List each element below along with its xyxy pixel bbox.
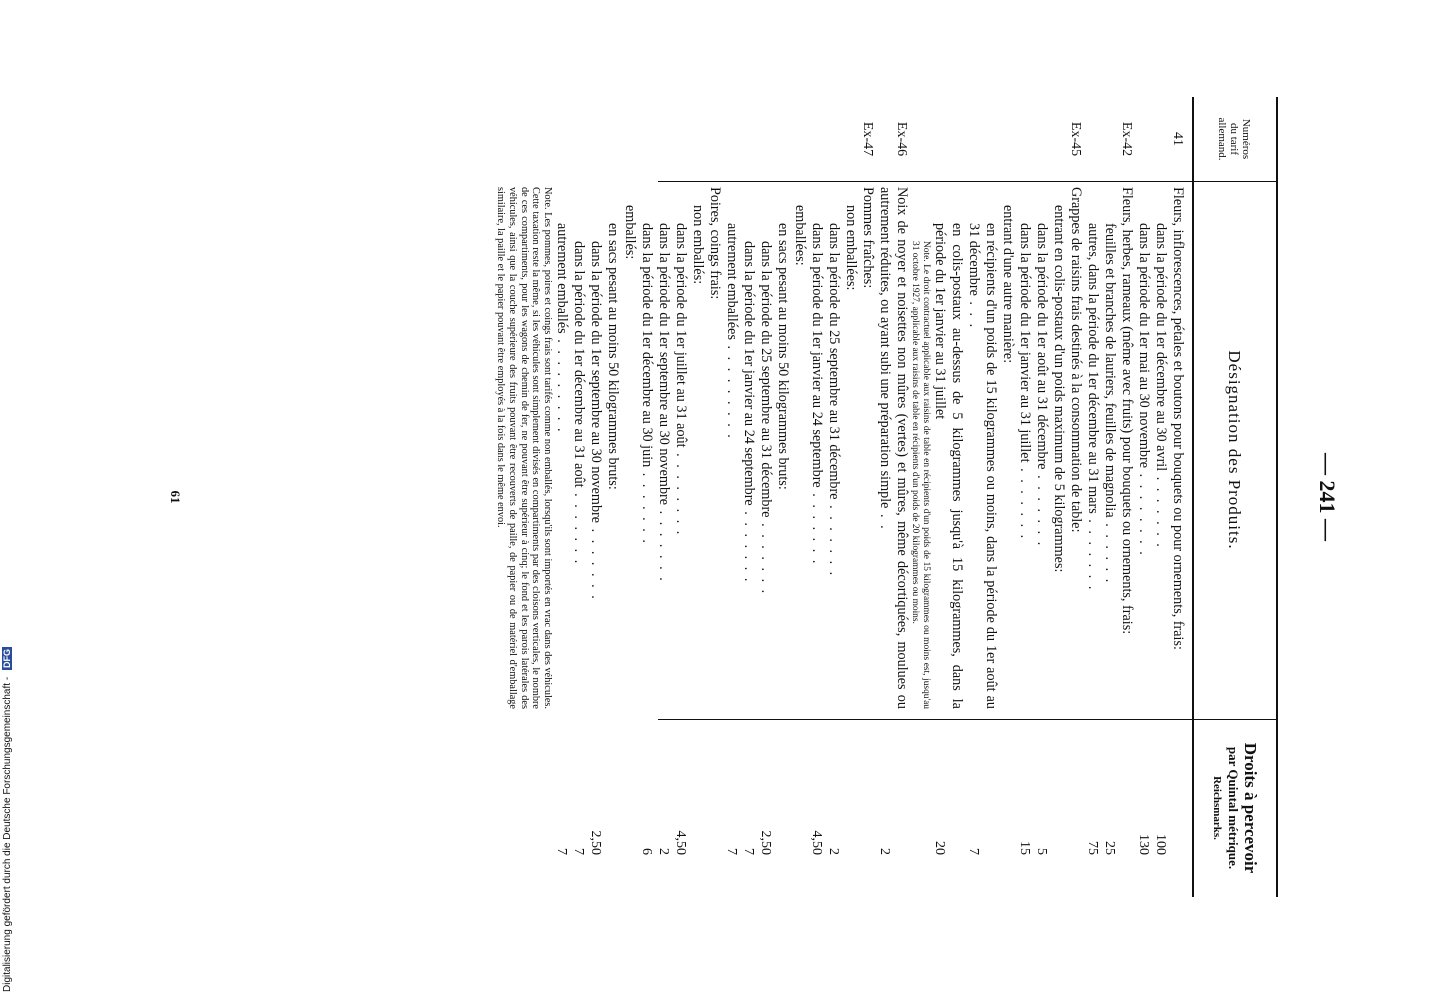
table-row — [553, 97, 570, 897]
leader-dots: . . . . . . . . — [1136, 468, 1152, 557]
description-text: en sacs pesant au moins 50 kilogrammes bruts: — [774, 223, 791, 490]
product-description — [808, 181, 825, 713]
table-row — [1067, 97, 1084, 897]
product-description — [689, 181, 706, 713]
leader-dots: . . . . . . . — [570, 487, 587, 566]
product-description — [1084, 181, 1101, 713]
rate-value: 2 — [876, 848, 892, 855]
header-col3-line: par Quintal métrique. — [1226, 746, 1242, 870]
product-description — [570, 181, 587, 713]
rate-value: 7 — [723, 848, 739, 855]
table-body — [495, 97, 1186, 897]
product-description — [965, 181, 999, 713]
description-text: dans la période du 1er mai au 30 novembre — [1136, 223, 1152, 469]
leader-dots: . . . . . . . . . — [723, 340, 740, 440]
leader-dots: . . . . . . — [1102, 517, 1118, 585]
product-description — [910, 181, 931, 713]
rate-value: 7 — [966, 848, 981, 855]
leader-dots: . . . . . . . — [740, 505, 757, 584]
rate-value: 2 — [655, 848, 671, 855]
rate-value: 7 — [570, 848, 586, 855]
product-description — [672, 181, 689, 713]
product-description — [1016, 181, 1033, 713]
product-description — [1135, 181, 1152, 713]
note-row — [495, 97, 553, 897]
page-footer-mark: 61 — [168, 490, 183, 504]
table-row — [1135, 97, 1152, 897]
product-description — [774, 181, 791, 713]
leader-dots: . . . . . . . — [808, 487, 825, 566]
table-row — [655, 97, 672, 897]
product-description — [825, 181, 842, 713]
description-text: autrement emballées — [723, 223, 740, 340]
header-numeros — [1196, 97, 1272, 181]
description-text: dans la période du 1er septembre au 30 novembre — [587, 241, 604, 524]
tariff-number: Ex-47 — [859, 121, 875, 157]
description-text: dans la période du 25 septembre au 31 décembre — [825, 223, 842, 500]
table-row — [910, 97, 931, 897]
header-rule — [1192, 97, 1194, 897]
description-text: en sacs pesant au moins 50 kilogrammes bruts: — [604, 223, 621, 490]
product-description — [876, 181, 910, 713]
header-col1-line: allemand. — [1216, 117, 1228, 161]
product-description — [1050, 181, 1067, 713]
table-row — [999, 97, 1016, 897]
table-row — [1169, 97, 1186, 897]
description-text: Grappes de raisins frais destinés à la consommation de table: — [1068, 187, 1084, 533]
description-text: dans la période du 1er janvier au 24 septembre — [740, 241, 757, 506]
table-row — [672, 97, 689, 897]
description-text: autrement emballés — [553, 223, 570, 334]
table-row — [876, 97, 910, 897]
table-row — [808, 97, 825, 897]
rotated-page — [128, 97, 1340, 897]
table-row — [965, 97, 999, 897]
description-text: Note. Le droit contractuel applicable aux raisins de table en récipients d'un poids de 15 kilogrammes ou moins est, jusqu'au 31 octobre 1927, applicable aux raisins de table en récipients d'un poids de 20 kilogrammes ou moins. — [910, 241, 931, 709]
tariff-number: Ex-45 — [1068, 121, 1083, 157]
top-rule — [1276, 97, 1278, 897]
product-description — [723, 181, 740, 713]
description-text: dans la période du 1er août au 31 décembre — [1034, 223, 1050, 470]
rate-value: 15 — [1017, 841, 1032, 855]
description-text: dans la période du 1er décembre au 30 juin — [638, 223, 655, 468]
tariff-number: 41 — [1170, 132, 1185, 146]
product-description — [1169, 181, 1186, 713]
description-text: en colis-postaux au-dessus de 5 kilogrammes jusqu'à 15 kilogrammes, dans la période du 1er janvier au 31 juillet — [932, 223, 965, 709]
rate-value: 2,50 — [757, 830, 773, 855]
rate-value: 75 — [1085, 841, 1100, 855]
description-text: autres, dans la période du 1er décembre au 31 mars — [1085, 223, 1101, 514]
table-row — [570, 97, 587, 897]
description-text: Pommes fraîches: — [859, 187, 876, 289]
table-row — [706, 97, 723, 897]
leader-dots: . . . . . . . — [1034, 469, 1050, 548]
product-description — [604, 181, 621, 713]
description-text: non emballés: — [689, 205, 706, 285]
leader-dots: . . . . . . . . — [672, 447, 689, 537]
table-row — [1084, 97, 1101, 897]
rate-value: 2,50 — [587, 830, 603, 855]
description-text: Note. Les pommes, poires et coings frais sont tarifés comme non emballés, lorsqu'ils sont importés en vrac dans des véhicules. Cette taxation reste la même, si les véhicules sont simplement divisés en compartiments par des cloisons verticales, le nombre de ces compartiments, pour les wagons de chemin de fer, ne pouvant être supérieur à cinq; le fond et les parois latérales des véhicules, ainsi que la couche supérieure des fruits pouvant être recouverts de paille, de papier ou de matériel d'emballage similaire, la paille et le papier pouvant être employés à la fois dans le même envoi. — [495, 187, 553, 709]
header-col3-line: Reichsmarks. — [1211, 776, 1224, 840]
header-col3-line: Droits à percevoir — [1241, 742, 1261, 874]
product-description — [587, 181, 604, 713]
description-text: dans la période du 1er décembre au 30 avril — [1153, 223, 1169, 472]
rate-value: 4,50 — [672, 830, 688, 855]
table-row — [1050, 97, 1067, 897]
description-text: dans la période du 1er janvier au 24 septembre — [808, 223, 825, 488]
leader-dots: . . . . . . . — [757, 517, 774, 596]
leader-dots: . . . . . . . — [638, 467, 655, 545]
rate-value: 100 — [1153, 834, 1168, 855]
rate-value: 20 — [932, 841, 947, 855]
table-row — [757, 97, 774, 897]
rate-value: 7 — [553, 848, 569, 855]
leader-dots: . . . . . . . — [825, 499, 842, 578]
leader-dots: . . . . . . . . . — [553, 333, 570, 434]
product-description — [621, 181, 638, 713]
header-col1-line: du tarif — [1228, 122, 1240, 156]
rate-value: 2 — [825, 848, 841, 855]
description-text: en récipients d'un poids de 15 kilogrammes ou moins, dans la période du 1er août au 31 décembre — [966, 223, 999, 709]
description-text: Fleurs, inflorescences, pétales et boutons pour bouquets ou pour ornements, frais: — [1170, 187, 1186, 650]
rate-value: 7 — [740, 848, 756, 855]
table-row — [791, 97, 808, 897]
table-row — [638, 97, 655, 897]
leader-dots: . . . . . . . — [1153, 471, 1169, 549]
leader-dots: . . — [876, 508, 893, 531]
description-text: emballés: — [621, 205, 638, 260]
table-row — [1101, 97, 1118, 897]
table-row — [621, 97, 638, 897]
description-text: Poires, coings frais: — [706, 187, 723, 300]
leader-dots: . . . . . . . — [1017, 462, 1033, 541]
rate-value: 130 — [1136, 834, 1151, 855]
product-description — [1152, 181, 1169, 713]
table-row — [587, 97, 604, 897]
product-description — [638, 181, 655, 713]
table-row — [689, 97, 706, 897]
product-description — [931, 181, 965, 713]
product-description — [791, 181, 808, 713]
product-description — [1067, 181, 1084, 713]
description-text: emballées: — [791, 205, 808, 266]
table-row — [859, 97, 876, 897]
description-text: dans la période du 1er janvier au 31 juillet — [1017, 223, 1033, 463]
tariff-number: Ex-46 — [893, 121, 909, 157]
description-text: feuilles et branches de lauriers, feuilles de magnolia — [1102, 223, 1118, 518]
leader-dots: . . . . . . . — [587, 523, 604, 601]
table-row — [1118, 97, 1135, 897]
description-text: Noix de noyer et noisettes non mûres (vertes) et mûres, même décortiquées, moulues ou autrement réduites, ou ayant subi une préparation simple — [876, 187, 910, 709]
product-description — [1101, 181, 1118, 713]
header-col1-line: Numéros — [1240, 118, 1252, 160]
table-row — [1016, 97, 1033, 897]
table-row — [825, 97, 842, 897]
leader-dots: . . . . . . . — [1085, 513, 1101, 592]
product-description — [859, 181, 876, 713]
leader-dots: . . . — [966, 295, 982, 330]
product-description — [740, 181, 757, 713]
rate-value: 5 — [1034, 848, 1049, 855]
rate-value: 25 — [1102, 841, 1117, 855]
product-description — [706, 181, 723, 713]
product-description — [495, 181, 553, 713]
credit-text: Digitalisierung gefördert durch die Deutsche Forschungsgemeinschaft — [2, 682, 13, 992]
product-description — [1118, 181, 1135, 713]
product-description — [655, 181, 672, 713]
table-row — [1033, 97, 1050, 897]
product-description — [757, 181, 774, 713]
table-row — [604, 97, 621, 897]
table-row — [842, 97, 859, 897]
digitization-credit: Digitalisierung gefördert durch die Deutsche Forschungsgemeinschaft - DFG — [2, 649, 13, 992]
table-row — [740, 97, 757, 897]
product-description — [999, 181, 1016, 713]
header-droits — [1196, 719, 1272, 897]
description-text: entrant en colis-postaux d'un poids maximum de 5 kilogrammes: — [1051, 205, 1067, 573]
product-description — [1033, 181, 1050, 713]
table-row — [723, 97, 740, 897]
page-number-label: — 241 — — [1315, 453, 1340, 541]
table-row — [1152, 97, 1169, 897]
description-text: non emballées: — [842, 205, 859, 291]
dfg-logo: DFG — [2, 649, 12, 669]
description-text: dans la période du 25 septembre au 31 décembre — [757, 241, 774, 518]
rate-value: 4,50 — [808, 830, 824, 855]
rate-value: 6 — [638, 848, 654, 855]
description-text: dans la période du 1er décembre au 31 août — [570, 241, 587, 488]
description-text: entrant d'une autre manière: — [1000, 205, 1016, 364]
table-row — [931, 97, 965, 897]
tariff-number: Ex-42 — [1119, 121, 1134, 157]
table-row — [774, 97, 791, 897]
description-text: Fleurs, herbes, rameaux (même avec fruits) pour bouquets ou ornements, frais: — [1119, 187, 1135, 635]
header-designation: Désignation des Produits. — [1225, 350, 1244, 550]
leader-dots: . . . . . . . — [655, 505, 672, 583]
description-text: dans la période du 1er septembre au 30 novembre — [655, 223, 672, 506]
description-text: dans la période du 1er juillet au 31 août — [672, 223, 689, 448]
product-description — [842, 181, 859, 713]
product-description — [553, 181, 570, 713]
